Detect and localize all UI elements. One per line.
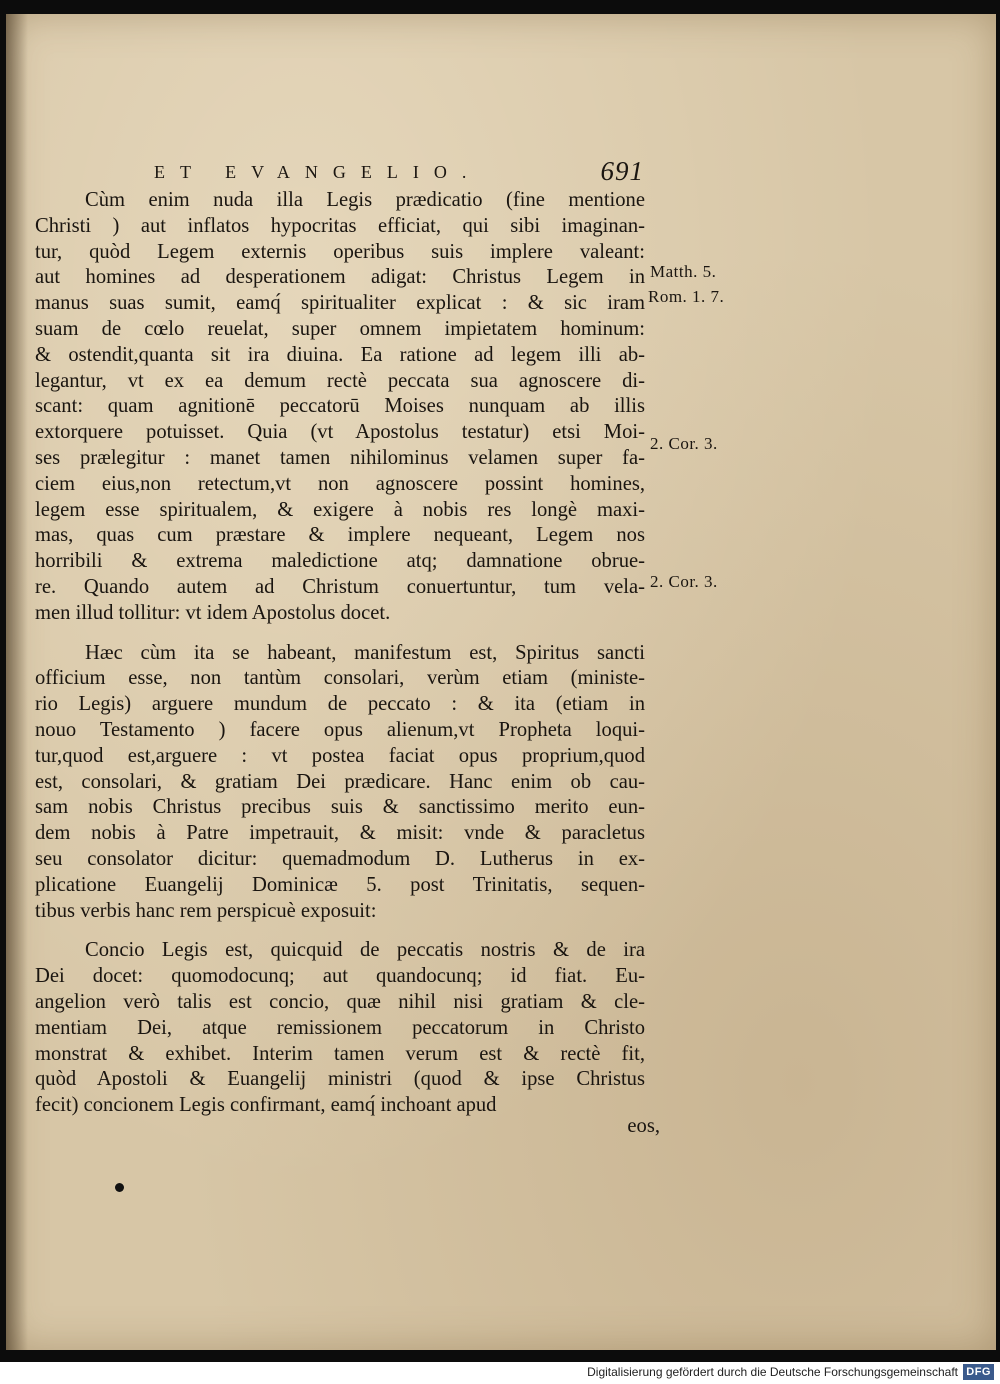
paragraph xyxy=(35,188,645,627)
text-line: ses prælegitur : manet tamen nihilominus velamen super fa- xyxy=(35,446,645,469)
digitization-footer xyxy=(0,1362,1000,1384)
body-text xyxy=(35,188,645,1119)
text-line: aut homines ad desperationem adigat: Christus Legem in xyxy=(35,266,645,289)
text-line: Dei docet: quomodocunq; aut quandocunq; id fiat. Eu- xyxy=(35,965,645,988)
text-line: legantur, vt ex ea demum rectè peccata sua agnoscere di- xyxy=(35,369,645,392)
text-line: legem esse spiritualem, & exigere à nobis res longè maxi- xyxy=(35,498,645,521)
text-line: sam nobis Christus precibus suis & sanctissimo merito eun- xyxy=(35,796,645,819)
text-line: rio Legis) arguere mundum de peccato : & ita (etiam in xyxy=(35,693,645,716)
text-line: Concio Legis est, quicquid de peccatis nostris & de ira xyxy=(85,939,645,962)
text-line: scant: quam agnitionē peccatorū Moises nunquam ab illis xyxy=(35,395,645,418)
paragraph xyxy=(35,938,645,1119)
dfg-logo: DFG xyxy=(963,1364,994,1380)
text-line: Cùm enim nuda illa Legis prædicatio (fine mentione xyxy=(85,189,645,211)
margin-note: Matth. 5. xyxy=(650,262,717,281)
text-line: fecit) concionem Legis confirmant, eamq́ inchoant apud xyxy=(35,1094,497,1117)
text-line: Christi ) aut inflatos hypocritas efficiat, qui sibi imaginan- xyxy=(35,214,645,237)
text-line: dem nobis à Patre impetrauit, & misit: vnde & paracletus xyxy=(35,822,645,845)
page-edge-shadow xyxy=(6,14,28,1350)
text-line: Hæc cùm ita se habeant, manifestum est, Spiritus sancti xyxy=(85,641,645,664)
text-line: plicatione Euangelij Dominicæ 5. post Trinitatis, sequen- xyxy=(35,873,645,896)
text-line: seu consolator dicitur: quemadmodum D. Lutherus in ex- xyxy=(35,847,645,870)
text-line: manus suas sumit, eamq́ spiritualiter explicat : & sic iram xyxy=(35,292,645,315)
text-line: officium esse, non tantùm consolari, verùm etiam (ministe- xyxy=(35,667,645,690)
margin-note: Rom. 1. 7. xyxy=(648,287,725,306)
text-line: & ostendit,quanta sit ira diuina. Ea ratione ad legem illi ab- xyxy=(35,343,645,366)
text-line: horribili & extrema maledictione atq; damnatione obrue- xyxy=(35,550,645,573)
text-line: quòd Apostoli & Euangelij ministri (quod & ipse Christus xyxy=(35,1068,645,1091)
margin-note: 2. Cor. 3. xyxy=(650,572,718,591)
text-line: mas, quas cum præstare & implere nequeant, Legem nos xyxy=(35,524,645,547)
text-line: tibus verbis hanc rem perspicuè exposuit: xyxy=(35,899,377,922)
funding-credit: Digitalisierung gefördert durch die Deutsche Forschungsgemeinschaft xyxy=(587,1365,958,1379)
text-line: mentiam Dei, atque remissionem peccatorum in Christo xyxy=(35,1016,645,1039)
running-title: ET EVANGELIO. xyxy=(154,162,482,182)
text-line: nouo Testamento ) facere opus alienum,vt Propheta loqui- xyxy=(35,718,645,741)
text-line: ciem eius,non retectum,vt non agnoscere possint homines, xyxy=(35,472,645,495)
text-line: men illud tollitur: vt idem Apostolus docet. xyxy=(35,601,391,624)
text-line: tur, quòd Legem externis operibus suis implere valeant: xyxy=(35,240,645,263)
catchword: eos, xyxy=(627,1115,660,1137)
margin-note: 2. Cor. 3. xyxy=(650,434,718,453)
running-head xyxy=(154,156,654,190)
text-line: extorquere potuisset. Quia (vt Apostolus testatur) etsi Moi- xyxy=(35,421,645,444)
text-line: re. Quando autem ad Christum conuertuntur, tum vela- xyxy=(35,575,645,598)
paragraph xyxy=(35,641,645,925)
text-line: tur,quod est,arguere : vt postea faciat opus proprium,quod xyxy=(35,744,645,767)
text-line: monstrat & exhibet. Interim tamen verum est & rectè fit, xyxy=(35,1042,645,1065)
text-line: est, consolari, & gratiam Dei prædicare. Hanc enim ob cau- xyxy=(35,770,645,793)
page-number: 691 xyxy=(600,156,644,186)
ink-spot xyxy=(115,1183,124,1192)
text-line: angelion verò talis est concio, quæ nihil nisi gratiam & cle- xyxy=(35,990,645,1013)
text-line: suam de cœlo reuelat, super omnem impietatem hominum: xyxy=(35,317,645,340)
